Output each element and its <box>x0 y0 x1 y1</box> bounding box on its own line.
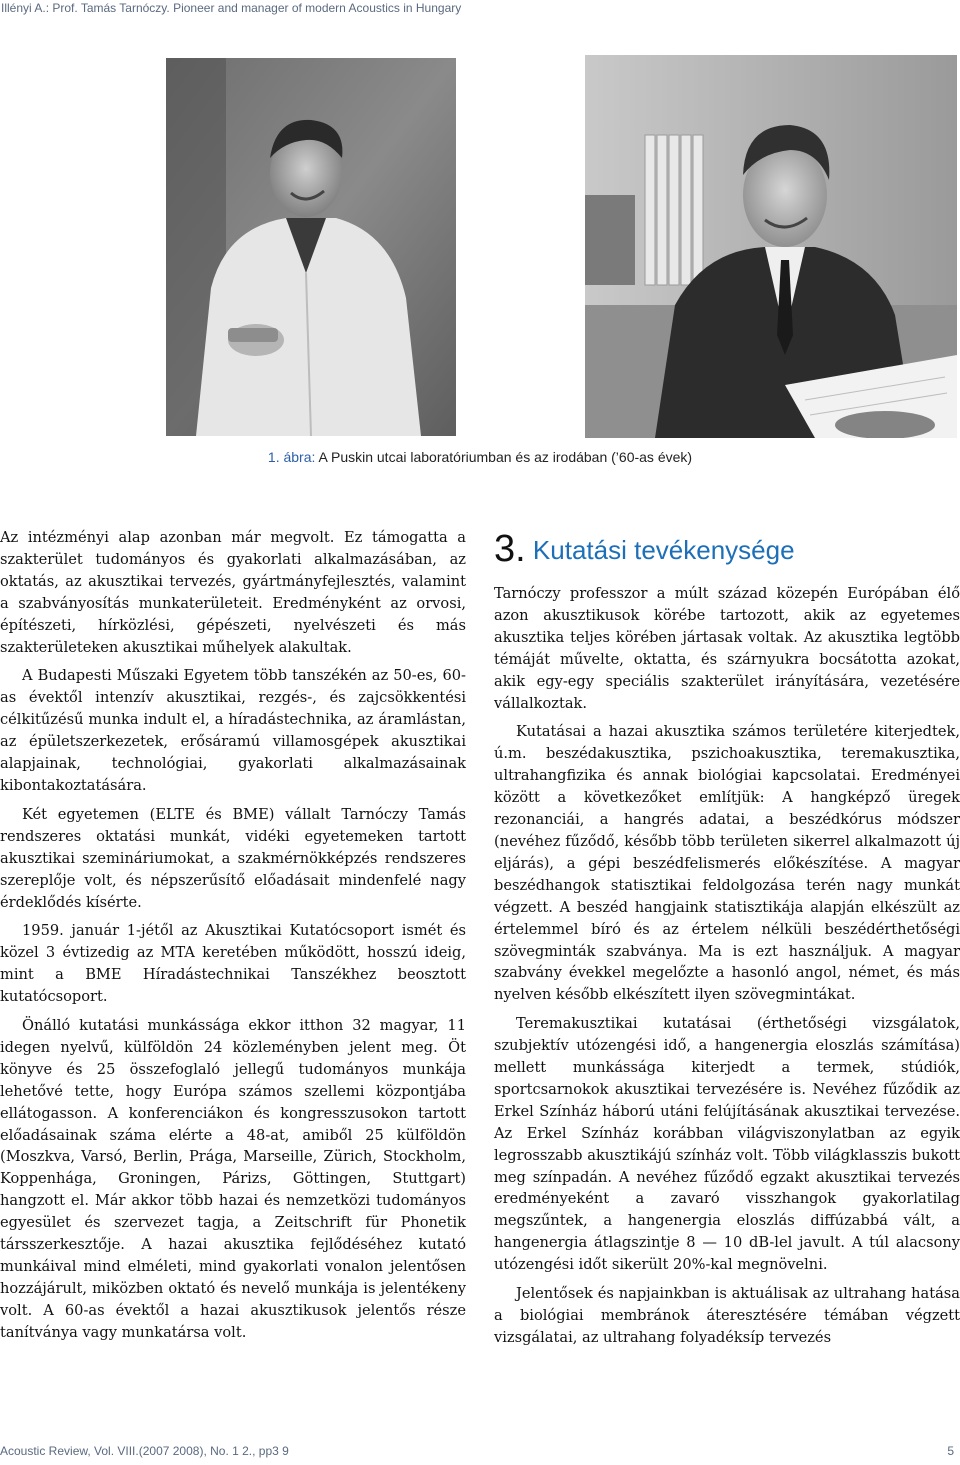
running-header: Illényi A.: Prof. Tamás Tarnóczy. Pioneer and manager of modern Acoustics in Hungary <box>1 1 462 15</box>
paragraph: Tarnóczy professzor a múlt század közepén Európában élő azon akusztikusok körébe tartozott, akik az egyetemes akusztika teljes körében jártasak voltak. Az akusztika legtöbb témáját művelte, oktatta, és szárnyukra bocsátotta azokat, akik egy-egy speciális szakterület irányítására, vezetésére vállalkoztak. <box>494 585 960 712</box>
page-number: 5 <box>947 1444 954 1458</box>
figure-caption-text: A Puskin utcai laboratóriumban és az irodában (’60-as évek) <box>315 449 693 465</box>
paragraph: Az intézményi alap azonban már megvolt. Ez támogatta a szakterület tudományos és gyakorlati alkalmazásában, az oktatás, az akusztikai tervezés, gyártmányfejlesztés, valamint a szabványosítás munkaterületeit. Eredményként az orvosi, építészeti, hírközlési, gépészeti, nyelvészeti és más szakterületeken akusztikai műhelyek alakultak. <box>0 529 466 656</box>
paragraph: Jelentősek és napjainkban is aktuálisak az ultrahang hatása a biológiai membránok áteresztésére témában végzett vizsgálatai, az ultrahang folyadéksíp tervezés <box>494 1285 960 1346</box>
paragraph: Két egyetemen (ELTE és BME) vállalt Tarnóczy Tamás rendszeres oktatási munkát, vidéki egyetemeken tartott akusztikai szemináriumokat, a szakmérnökképzés rendszeres szereplője volt, és népszerűsítő előadásait mindenfelé nagy érdeklődés kísérte. <box>0 805 466 911</box>
figure-caption <box>0 449 960 465</box>
photo-office <box>585 55 957 438</box>
figure-number: 1. ábra: <box>267 449 316 465</box>
right-column <box>494 583 960 1356</box>
section-title: Kutatási tevékenysége <box>525 535 795 565</box>
left-column <box>0 527 466 1351</box>
paragraph: Önálló kutatási munkássága ekkor itthon 32 magyar, 11 idegen nyelvű, külföldön 24 közleményben jelent meg. Öt könyve és 25 összefoglaló jellegű tudományos munkája lehetővé tette, hogy Európa számos szellemi központjába ellátogasson. A konferenciákon és kongresszusokon tartott előadásainak száma elérte a 48-at, amiből 25 külföldön (Moszkva, Varsó, Berlin, Prága, Marseille, Zürich, Stockholm, Koppenhága, Groningen, Párizs, Göttingen, Stuttgart) hangzott el. Már akkor több hazai és nemzetközi tudományos egyesület és szervezet tagja, a Zeitschrift für Phonetik társszerkesztője. A hazai akusztika fejlődéséhez kutató munkáival mind elméleti, mind gyakorlati vonalon jelentősen hozzájárult, miközben oktató és nevelő munkája is jelentékeny volt. A 60-as évektől a hazai akusztikusok jelentős része tanítványa vagy munkatársa volt. <box>0 1017 466 1341</box>
section-number: 3. <box>494 528 526 570</box>
photo-laboratory <box>166 58 456 436</box>
paragraph: Kutatásai a hazai akusztika számos területére kiterjedtek, ú.m. beszédakusztika, pszichoakusztika, teremakusztika, ultrahangfizika és annak biológiai kapcsolatai. Eredményei között a következőket említjük: A hangképző üregek rezonanciái, a hangrés adatai, a beszédkórus módszer (nevéhez fűződő, később több területen sikerrel alkalmazott új eljárás), a gépi beszédfelismerés előkészítése. A magyar beszédhangok statisztikai feldolgozása terén nagy munkát végzett. A beszéd hangjaink statisztikája alapján elkészült az értelemmel bíró és az értelem nélküli beszédérthetőségi szövegminták szabványa. Ma is ezt használjuk. A magyar szabvány évekkel megelőzte a hasonló angol, német, és más nyelven később elkészített ilyen szövegmintákat. <box>494 723 960 1004</box>
paragraph: A Budapesti Műszaki Egyetem több tanszékén az 50-es, 60-as évektől intenzív akusztikai, rezgés-, és zajcsökkentési célkitűzésű munka indult el, a híradástechnika, az áramlástan, az épületszerkezetek, erősáramú villamosgépek akusztikai alapjainak, technológiai, gyakorlati alkalmazásainak kibontakoztatására. <box>0 667 466 794</box>
office-photo-image <box>585 55 957 438</box>
paragraph: 1959. január 1-jétől az Akusztikai Kutatócsoport ismét és közel 3 évtizedig az MTA keretében működött, hosszú ideig, mint a BME Híradástechnikai Tanszékhez beosztott kutatócsoport. <box>0 922 466 1006</box>
laboratory-photo-image <box>166 58 456 436</box>
paragraph: Teremakusztikai kutatásai (érthetőségi vizsgálatok, szubjektív utózengési idő, a hangenergia eloszlás számítása) mellett munkássága kiterjedt a termek, stúdiók, sportcsarnokok akusztikai tervezésére is. Nevéhez fűződik az Erkel Színház háború utáni felújításának akusztikai tervezése. Az Erkel Színház korábban világviszonylatban az egyik legrosszabb akusztikájú színház volt. Több világklasszis bukott meg színpadán. A nevéhez fűződő egzakt akusztikai tervezés eredményeként a zavaró visszhangok gyakorlatilag megszűntek, a hangenergia eloszlás diffúzabbá vált, a hangenergia átlagszintje 8 — 10 dB-lel javult. A túl alacsony utózengési időt sikerült 20%-kal megnövelni. <box>494 1015 960 1274</box>
journal-footer: Acoustic Review, Vol. VIII.(2007 2008), No. 1 2., pp3 9 <box>0 1444 289 1458</box>
section-heading <box>494 522 960 577</box>
